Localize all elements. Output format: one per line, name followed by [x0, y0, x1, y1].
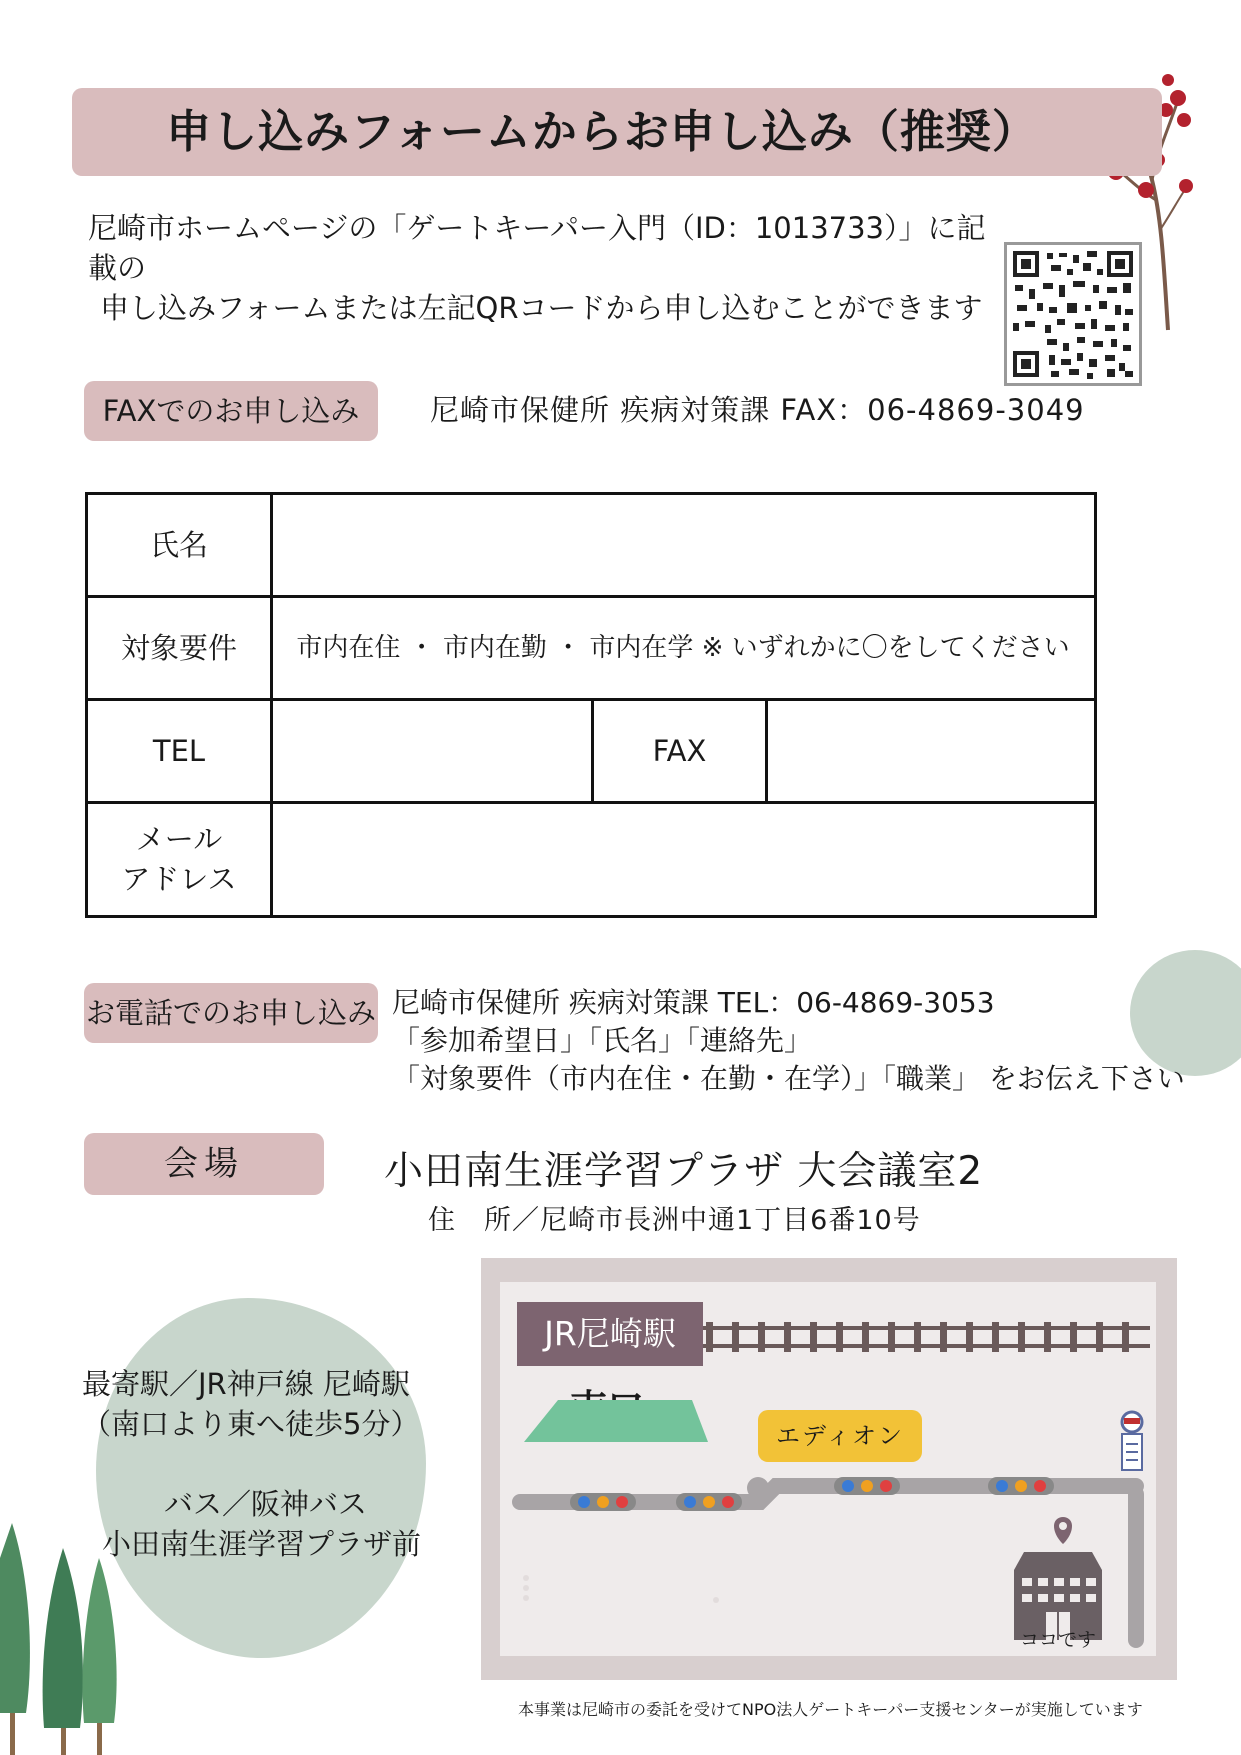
tree-icon: [0, 1518, 130, 1755]
map-roads-and-traffic: [500, 1390, 1156, 1660]
map-here-label: ココです: [1020, 1629, 1097, 1651]
railway-track: [700, 1318, 1150, 1358]
application-form-table: [85, 492, 1097, 918]
phone-required-items: 「参加希望日」「氏名」「連絡先」: [392, 1024, 813, 1057]
footer-note: 本事業は尼崎市の委託を受けてNPO法人ゲートキーパー支援センターが実施しています: [518, 1700, 1143, 1719]
bus-line: バス／阪神バス: [164, 1487, 368, 1521]
fax-number-text: 尼崎市保健所 疾病対策課 FAX：06-4869-3049: [430, 393, 1085, 427]
tel-label: TEL: [152, 734, 206, 768]
name-label: 氏名: [149, 528, 208, 562]
access-info: [82, 1364, 421, 1564]
eligibility-options[interactable]: 市内在住 ・ 市内在勤 ・ 市内在学 ※ いずれかに〇をしてください: [296, 633, 1070, 663]
map-station-label: JR尼崎駅: [517, 1302, 703, 1366]
name-field[interactable]: [273, 495, 1093, 595]
phone-number-text: 尼崎市保健所 疾病対策課 TEL：06-4869-3053: [392, 986, 995, 1019]
tel-field[interactable]: [273, 701, 591, 801]
phone-instructions: [392, 984, 1185, 1098]
email-label: [88, 804, 270, 915]
intro-line-1: 尼崎市ホームページの「ゲートキーパー入門（ID：1013733）」に記載の: [88, 211, 986, 285]
venue-name: 小田南生涯学習プラザ 大会議室2: [384, 1149, 984, 1194]
phone-required-items-2: 「対象要件（市内在住・在勤・在学）」「職業」 をお伝え下さい: [392, 1062, 1185, 1095]
intro-text: [88, 208, 1008, 328]
nearest-station: 最寄駅／JR神戸線 尼崎駅: [82, 1367, 410, 1401]
fax-field[interactable]: [768, 701, 1093, 801]
phone-section-label: お電話でのお申し込み: [84, 983, 378, 1043]
map-edion-label: エディオン: [758, 1410, 922, 1462]
eligibility-label: 対象要件: [120, 631, 237, 665]
fax-section-label: FAXでのお申し込み: [84, 381, 378, 441]
venue-label: 会場: [84, 1133, 324, 1195]
intro-line-2: 申し込みフォームまたは左記QRコードから申し込むことができます: [100, 291, 983, 325]
email-field[interactable]: [273, 804, 1093, 915]
bus-stop: 小田南生涯学習プラザ前: [102, 1527, 422, 1561]
venue-address: 住 所／尼崎市長洲中通1丁目6番10号: [428, 1205, 921, 1236]
walk-time: （南口より東へ徒歩5分）: [82, 1407, 420, 1441]
qr-code[interactable]: [1004, 242, 1142, 386]
page-title: 申し込みフォームからお申し込み（推奨）: [166, 105, 1038, 158]
fax-label: FAX: [652, 734, 707, 768]
email-label-line-2: アドレス: [121, 862, 237, 896]
email-label-line-1: メール: [135, 822, 223, 856]
